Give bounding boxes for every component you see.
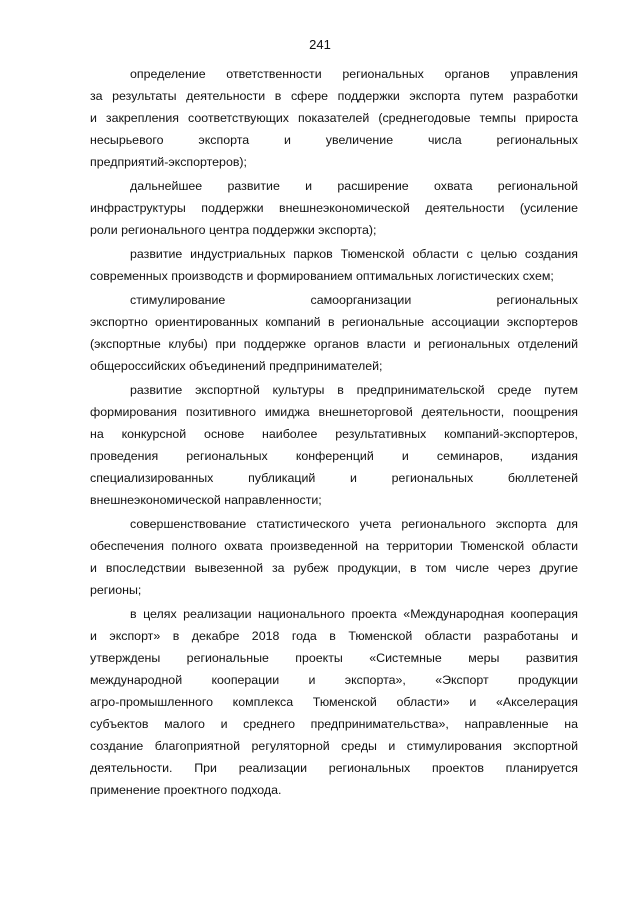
text-line: современных производств и формированием оптимальных логистических схем; — [90, 269, 554, 283]
text-line: совершенствование статистического учета регионального экспорта для — [130, 517, 578, 531]
text-line: несырьевого экспорта и увеличение числа региональных — [90, 133, 578, 147]
text-line: субъектов малого и среднего предпринимательства», направленные на — [90, 717, 578, 731]
text-line: за результаты деятельности в сфере поддержки экспорта путем разработки — [90, 89, 578, 103]
text-line: и впоследствии вывезенной за рубеж продукции, в том числе через другие — [90, 561, 578, 575]
text-line: дальнейшее развитие и расширение охвата региональной — [130, 179, 578, 193]
text-line: на конкурсной основе наиболее результативных компаний-экспортеров, — [90, 427, 578, 441]
text-line: международной кооперации и экспорта», «Экспорт продукции — [90, 673, 578, 687]
text-line: и экспорт» в декабре 2018 года в Тюменской области разработаны и — [90, 629, 578, 643]
text-line: определение ответственности региональных органов управления — [130, 67, 578, 81]
text-line: развитие экспортной культуры в предпринимательской среде путем — [130, 383, 578, 397]
text-line: стимулирование самоорганизации региональных — [130, 293, 578, 307]
text-line: в целях реализации национального проекта «Международная кооперация — [130, 607, 578, 621]
text-line: специализированных публикаций и региональных бюллетеней — [90, 471, 578, 485]
text-line: общероссийских объединений предпринимателей; — [90, 359, 383, 373]
text-line: деятельности. При реализации региональных проектов планируется — [90, 761, 578, 775]
text-line: утверждены региональные проекты «Системные меры развития — [90, 651, 578, 665]
page-number: 241 — [309, 37, 331, 52]
text-line: агро-промышленного комплекса Тюменской области» и «Акселерация — [90, 695, 578, 709]
text-line: внешнеэкономической направленности; — [90, 493, 322, 507]
text-line: применение проектного подхода. — [90, 783, 282, 797]
text-line: (экспортные клубы) при поддержке органов власти и региональных отделений — [90, 337, 578, 351]
text-line: формирования позитивного имиджа внешнеторговой деятельности, поощрения — [90, 405, 578, 419]
text-line: инфраструктуры поддержки внешнеэкономической деятельности (усиление — [90, 201, 578, 215]
text-line: обеспечения полного охвата произведенной на территории Тюменской области — [90, 539, 578, 553]
text-line: регионы; — [90, 583, 142, 597]
text-line: экспортно ориентированных компаний в региональные ассоциации экспортеров — [90, 315, 578, 329]
text-line: предприятий-экспортеров); — [90, 155, 247, 169]
text-line: проведения региональных конференций и семинаров, издания — [90, 449, 578, 463]
text-line: создание благоприятной регуляторной среды и стимулирования экспортной — [90, 739, 578, 753]
text-line: роли регионального центра поддержки экспорта); — [90, 223, 377, 237]
text-line: и закрепления соответствующих показателей (среднегодовые темпы прироста — [90, 111, 578, 125]
text-line: развитие индустриальных парков Тюменской области с целью создания — [130, 247, 578, 261]
